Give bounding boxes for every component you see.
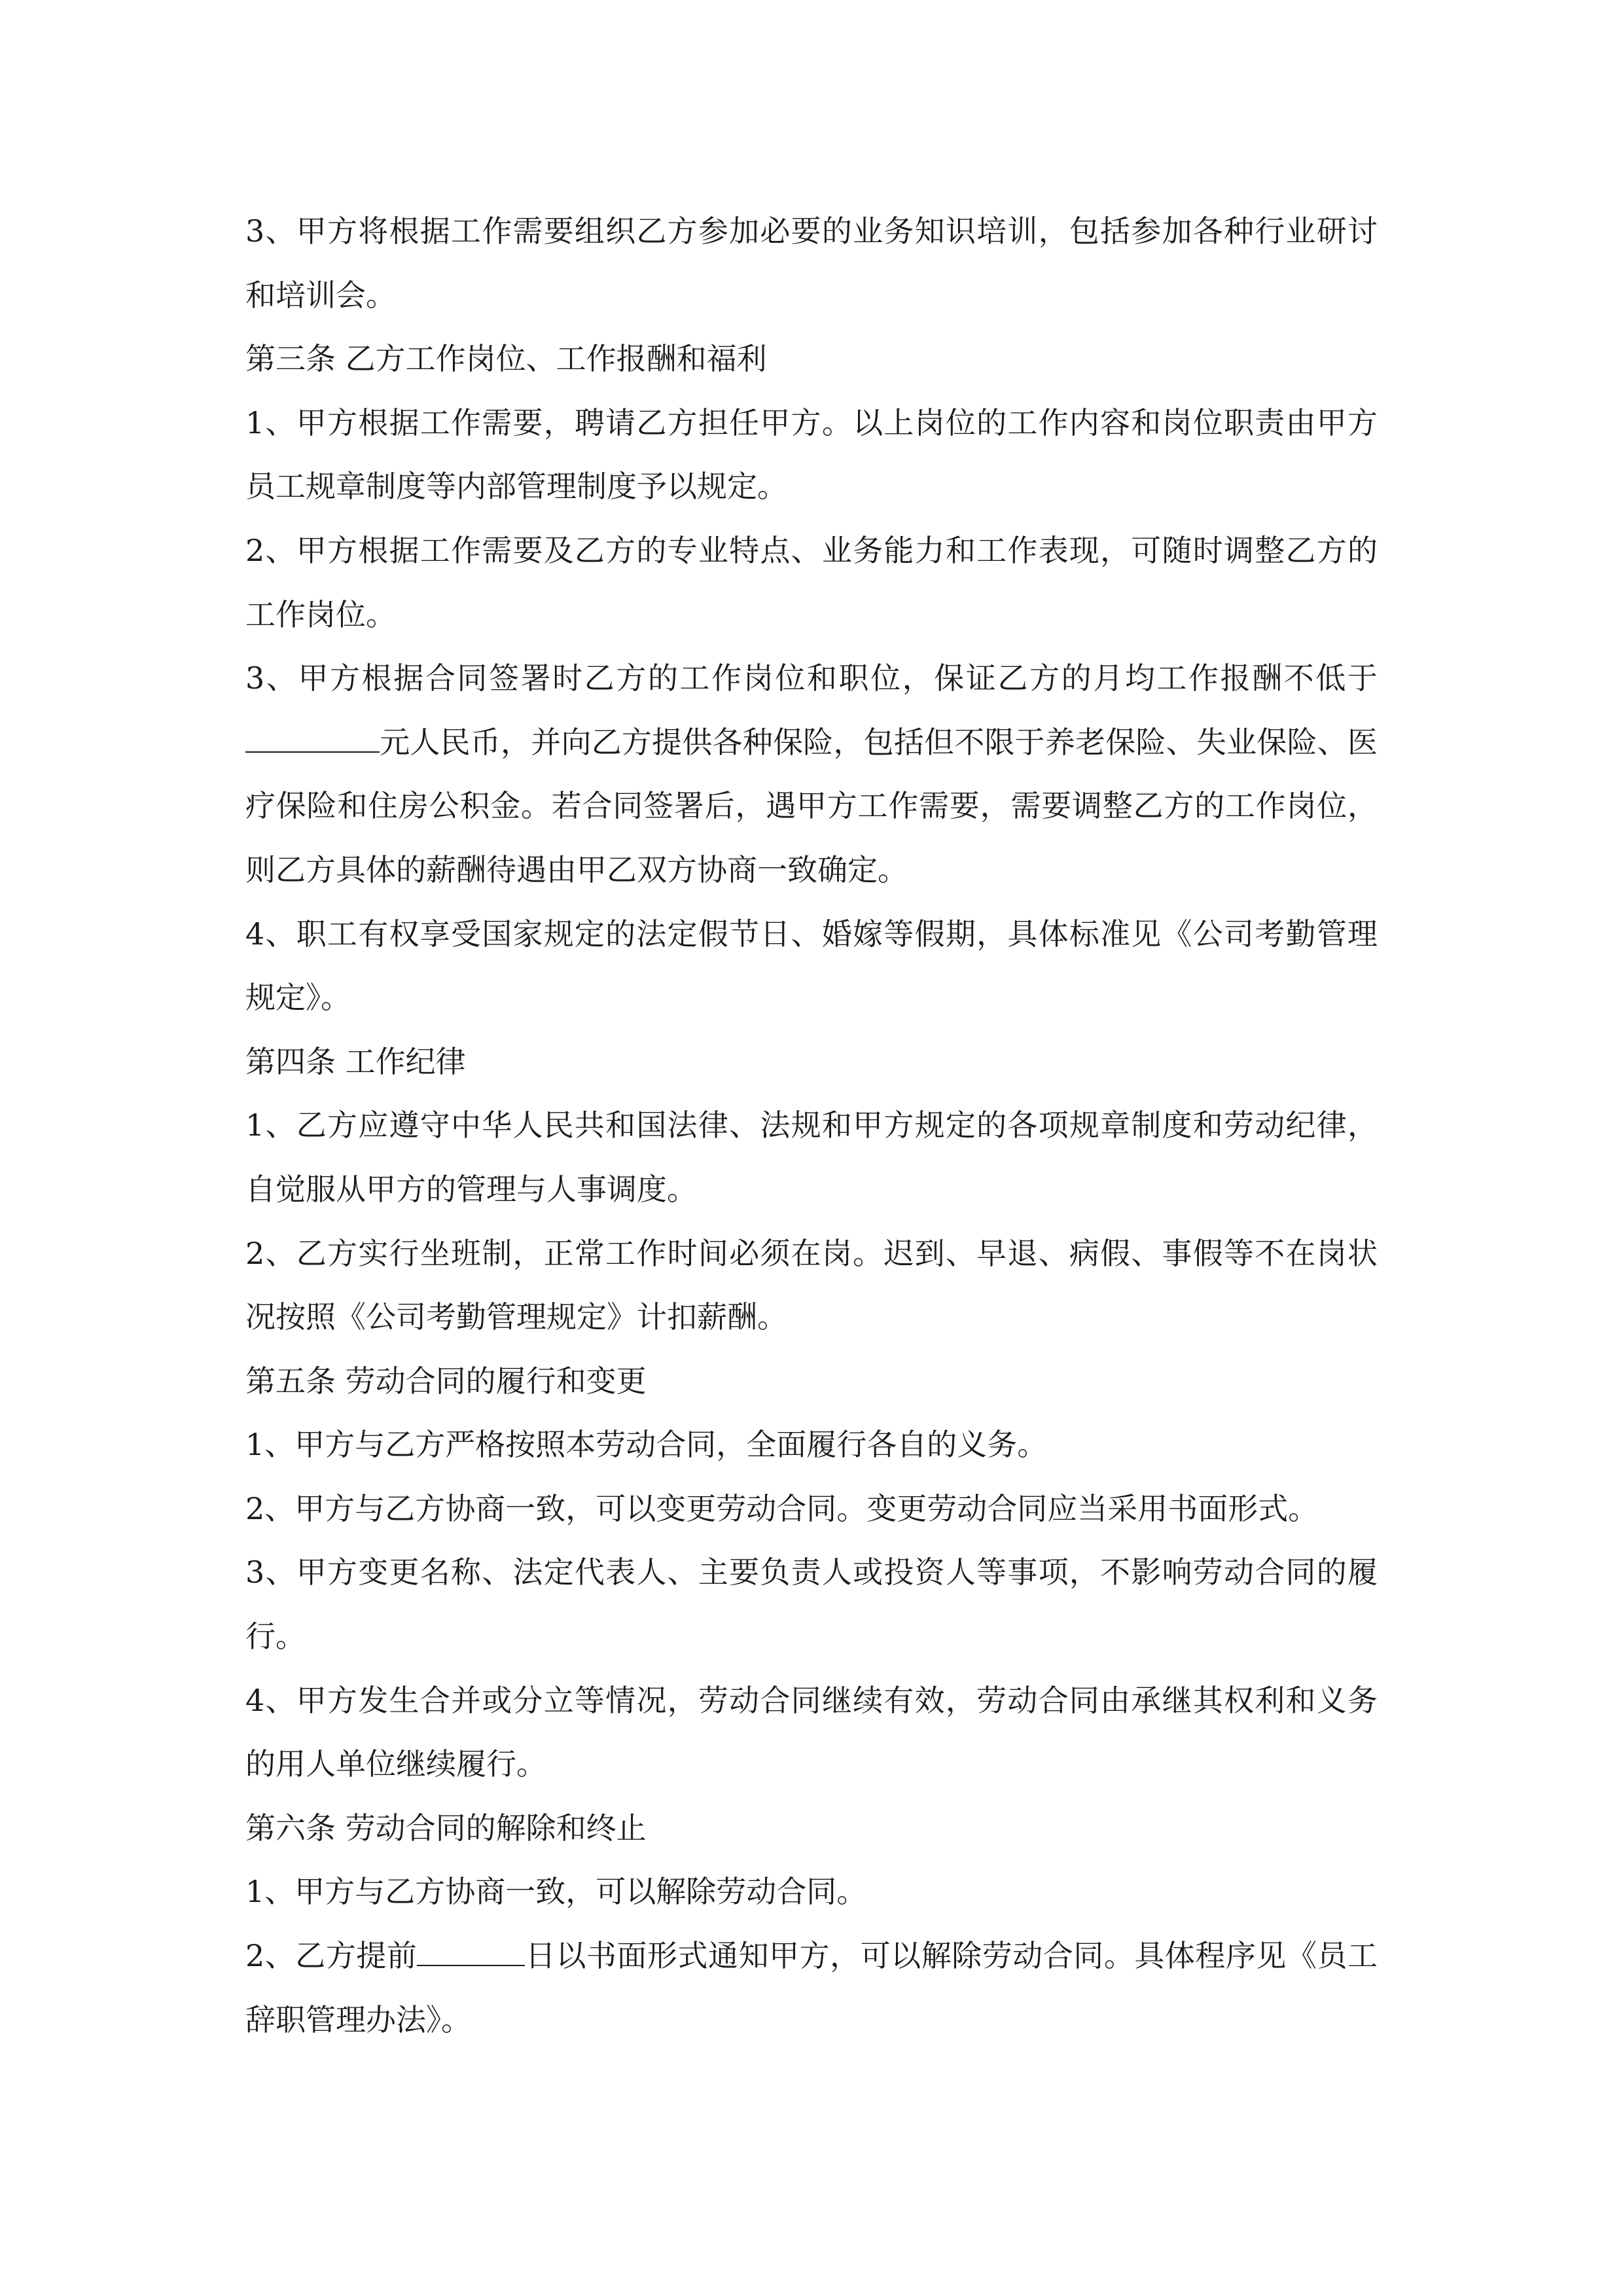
article-6-heading: 第六条 劳动合同的解除和终止 — [245, 1810, 647, 1846]
article-5-item-1: 1、甲方与乙方严格按照本劳动合同，全面履行各自的义务。 — [245, 1427, 1048, 1463]
article-3-heading: 第三条 乙方工作岗位、工作报酬和福利 — [245, 341, 767, 377]
article-4-item-1: 1、乙方应遵守中华人民共和国法律、法规和甲方规定的各项规章制度和劳动纪律，自觉服从甲方的管理与人事调度。 — [245, 1107, 1378, 1207]
salary-text-before: 3、甲方根据合同签署时乙方的工作岗位和职位，保证乙方的月均工作报酬不低于 — [245, 660, 1378, 696]
article-5-item-3: 3、甲方变更名称、法定代表人、主要负责人或投资人等事项，不影响劳动合同的履行。 — [245, 1554, 1378, 1655]
notice-text-before: 2、乙方提前 — [245, 1938, 418, 1974]
clause-3-training: 3、甲方将根据工作需要组织乙方参加必要的业务知识培训，包括参加各种行业研讨和培训会。 — [245, 213, 1378, 313]
salary-text-after: 元人民币，并向乙方提供各种保险，包括但不限于养老保险、失业保险、医疗保险和住房公积金。若合同签署后，遇甲方工作需要，需要调整乙方的工作岗位，则乙方具体的薪酬待遇由甲乙双方协商一致确定。 — [245, 724, 1378, 888]
article-3-item-4: 4、职工有权享受国家规定的法定假节日、婚嫁等假期，具体标准见《公司考勤管理规定》。 — [245, 916, 1378, 1016]
article-3-item-1: 1、甲方根据工作需要，聘请乙方担任甲方。以上岗位的工作内容和岗位职责由甲方员工规章制度等内部管理制度予以规定。 — [245, 404, 1378, 505]
article-6-item-2 — [245, 1924, 1378, 2052]
article-5-item-2: 2、甲方与乙方协商一致，可以变更劳动合同。变更劳动合同应当采用书面形式。 — [245, 1490, 1319, 1526]
article-5-heading: 第五条 劳动合同的履行和变更 — [245, 1363, 647, 1399]
article-6-item-1: 1、甲方与乙方协商一致，可以解除劳动合同。 — [245, 1874, 867, 1910]
notice-days-blank — [417, 1938, 525, 1966]
article-4-heading: 第四条 工作纪律 — [245, 1043, 466, 1079]
article-3-item-2: 2、甲方根据工作需要及乙方的专业特点、业务能力和工作表现，可随时调整乙方的工作岗位。 — [245, 532, 1378, 632]
article-5-item-4: 4、甲方发生合并或分立等情况，劳动合同继续有效，劳动合同由承继其权利和义务的用人单位继续履行。 — [245, 1682, 1378, 1782]
article-4-item-2: 2、乙方实行坐班制，正常工作时间必须在岗。迟到、早退、病假、事假等不在岗状况按照《公司考勤管理规定》计扣薪酬。 — [245, 1235, 1378, 1335]
notice-text-after: 日以书面形式通知甲方，可以解除劳动合同。具体程序见《员工辞职管理办法》。 — [245, 1938, 1378, 2037]
article-3-item-3 — [245, 647, 1378, 902]
document-body — [245, 200, 1378, 2052]
salary-amount-blank — [245, 724, 380, 752]
